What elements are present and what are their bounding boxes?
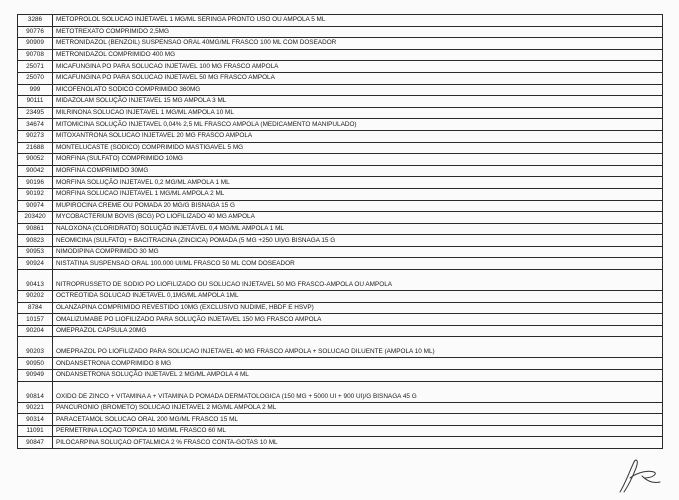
item-description: MORFINA SOLUCAO INJETAVEL 1 MG/ML AMPOLA 2 ML [53, 188, 663, 200]
table-row [18, 258, 663, 270]
item-code: 90950 [18, 358, 53, 370]
item-code: 90847 [18, 437, 53, 449]
item-description: MORFINA COMPRIMIDO 30MG [53, 165, 663, 177]
item-description: MICAFUNGINA PO PARA SOLUCAO INJETAVEL 100 MG FRASCO AMPOLA [53, 61, 663, 73]
item-description: PANCURONIO (BROMETO) SOLUCAO INJETAVEL 2 MG/ML AMPOLA 2 ML [53, 402, 663, 414]
item-description: NALOXONA (CLORIDRATO) SOLUÇÃO INJETÁVEL 0,4 MG/ML AMPOLA 1 ML [53, 223, 663, 235]
item-description: MORFINA SOLUÇÃO INJETAVEL 0,2 MG/ML AMPOLA 1 ML [53, 177, 663, 189]
item-code: 8784 [18, 302, 53, 314]
table-row [18, 15, 663, 27]
item-code: 90708 [18, 49, 53, 61]
item-code: 90814 [18, 381, 53, 402]
item-code: 90221 [18, 402, 53, 414]
table-row [18, 414, 663, 426]
item-code: 23495 [18, 107, 53, 119]
item-description: OXIDO DE ZINCO + VITAMINA A + VITAMINA D POMADA DERMATOLOGICA (150 MG + 5000 UI + 900 UI)/G BISNAGA 45 G [53, 381, 663, 402]
item-code: 34674 [18, 119, 53, 131]
item-description: ONDANSETRONA COMPRIMIDO 8 MG [53, 358, 663, 370]
item-code: 25071 [18, 61, 53, 73]
item-description: PILOCARPINA SOLUÇAO OFTALMICA 2 % FRASCO CONTA-GOTAS 10 ML [53, 437, 663, 449]
item-code: 90111 [18, 96, 53, 108]
item-code: 90974 [18, 200, 53, 212]
table-row [18, 72, 663, 84]
item-description: MYCOBACTERIUM BOVIS (BCG) PO LIOFILIZADO 40 MG AMPOLA [53, 212, 663, 224]
item-description: METOPROLOL SOLUCAO INJETAVEL 1 MG/ML SERINGA PRONTO USO OU AMPOLA 5 ML [53, 15, 663, 27]
item-code: 90953 [18, 246, 53, 258]
item-description: OCTREOTIDA SOLUCAO INJETAVEL 0,1MG/ML AMPOLA 1ML [53, 291, 663, 303]
table-row [18, 26, 663, 38]
item-description: MIDAZOLAM SOLUÇÃO INJETAVEL 15 MG AMPOLA 3 ML [53, 96, 663, 108]
item-description: NIMODIPINA COMPRIMIDO 30 MG [53, 246, 663, 258]
table-row [18, 96, 663, 108]
item-code: 90861 [18, 223, 53, 235]
medication-table [17, 14, 663, 449]
item-description: MICAFUNGINA PO PARA SOLUCAO INJETAVEL 50 MG FRASCO AMPOLA [53, 72, 663, 84]
item-code: 3286 [18, 15, 53, 27]
table-row [18, 154, 663, 166]
table-row [18, 425, 663, 437]
item-code: 90042 [18, 165, 53, 177]
table-row [18, 302, 663, 314]
item-description: METRONIDAZOL (BENZOIL) SUSPENSAO ORAL 40MG/ML FRASCO 100 ML COM DOSEADOR [53, 38, 663, 50]
table-row [18, 270, 663, 291]
item-code: 10157 [18, 314, 53, 326]
item-code: 25070 [18, 72, 53, 84]
item-code: 90413 [18, 270, 53, 291]
table-row [18, 84, 663, 96]
item-code: 21688 [18, 142, 53, 154]
item-code: 90202 [18, 291, 53, 303]
item-code: 11091 [18, 425, 53, 437]
table-row [18, 381, 663, 402]
table-row [18, 107, 663, 119]
item-description: MICOFENOLATO SODICO COMPRIMIDO 360MG [53, 84, 663, 96]
item-description: MUPIROCINA CREME OU POMADA 20 MG/G BISNAGA 15 G [53, 200, 663, 212]
table-row [18, 235, 663, 247]
item-code: 90314 [18, 414, 53, 426]
table-row [18, 188, 663, 200]
table-row [18, 165, 663, 177]
item-code: 90823 [18, 235, 53, 247]
item-description: MILRINONA SOLUCAO INJETAVEL 1 MG/ML AMPOLA 10 ML [53, 107, 663, 119]
medication-table-body [18, 15, 663, 449]
table-row [18, 246, 663, 258]
item-description: MONTELUCASTE (SODICO) COMPRIMIDO MASTIGAVEL 5 MG [53, 142, 663, 154]
table-row [18, 325, 663, 337]
table-row [18, 314, 663, 326]
item-description: PERMETRINA LOÇAO TOPICA 10 MG/ML FRASCO 60 ML [53, 425, 663, 437]
item-code: 90204 [18, 325, 53, 337]
item-description: MORFINA (SULFATO) COMPRIMIDO 10MG [53, 154, 663, 166]
item-code: 90949 [18, 370, 53, 382]
table-row [18, 212, 663, 224]
table-row [18, 61, 663, 73]
item-code: 999 [18, 84, 53, 96]
item-description: OLANZAPINA COMPRIMIDO REVESTIDO 10MG (EXCLUSIVO NUDIME, HBDF E HSVP) [53, 302, 663, 314]
item-code: 90924 [18, 258, 53, 270]
item-code: 90909 [18, 38, 53, 50]
item-code: 90776 [18, 26, 53, 38]
table-row [18, 402, 663, 414]
item-code: 203420 [18, 212, 53, 224]
item-description: OMEPRAZOL PO LIOFILIZADO PARA SOLUCAO INJETAVEL 40 MG FRASCO AMPOLA + SOLUCAO DILUENTE (AMPOLA 10 ML) [53, 337, 663, 358]
item-description: METRONIDAZOL COMPRIMIDO 400 MG [53, 49, 663, 61]
item-code: 90196 [18, 177, 53, 189]
item-description: METOTREXATO COMPRIMIDO 2,5MG [53, 26, 663, 38]
table-row [18, 437, 663, 449]
item-description: NISTATINA SUSPENSAO ORAL 100.000 UI/ML FRASCO 50 ML COM DOSEADOR [53, 258, 663, 270]
table-row [18, 358, 663, 370]
item-description: OMEPRAZOL CAPSULA 20MG [53, 325, 663, 337]
item-description: NITROPRUSSETO DE SODIO PO LIOFILIZADO OU SOLUCAO INJETAVEL 50 MG FRASCO-AMPOLA OU AMPOLA [53, 270, 663, 291]
item-description: NEOMICINA (SULFATO) + BACITRACINA (ZINCICA) POMADA (5 MG +250 UI)/G BISNAGA 15 G [53, 235, 663, 247]
handwritten-signature [612, 456, 664, 496]
table-row [18, 291, 663, 303]
table-row [18, 119, 663, 131]
table-row [18, 370, 663, 382]
item-code: 90052 [18, 154, 53, 166]
table-row [18, 337, 663, 358]
table-row [18, 130, 663, 142]
table-row [18, 200, 663, 212]
item-description: MITOXANTRONA SOLUCAO INJETAVEL 20 MG FRASCO AMPOLA [53, 130, 663, 142]
table-row [18, 38, 663, 50]
table-row [18, 177, 663, 189]
table-row [18, 223, 663, 235]
item-description: PARACETAMOL SOLUCAO ORAL 200 MG/ML FRASCO 15 ML [53, 414, 663, 426]
item-description: MITOMICINA SOLUÇÃO INJETAVEL 0,04% 2,5 ML FRASCO AMPOLA (MEDICAMENTO MANIPULADO) [53, 119, 663, 131]
table-row [18, 49, 663, 61]
table-row [18, 142, 663, 154]
item-description: ONDANSETRONA SOLUÇÃO INJETAVEL 2 MG/ML AMPOLA 4 ML [53, 370, 663, 382]
item-code: 90203 [18, 337, 53, 358]
item-description: OMALIZUMABE PO LIOFILIZADO PARA SOLUÇÃO INJETAVEL 150 MG FRASCO AMPOLA [53, 314, 663, 326]
item-code: 90273 [18, 130, 53, 142]
item-code: 90192 [18, 188, 53, 200]
